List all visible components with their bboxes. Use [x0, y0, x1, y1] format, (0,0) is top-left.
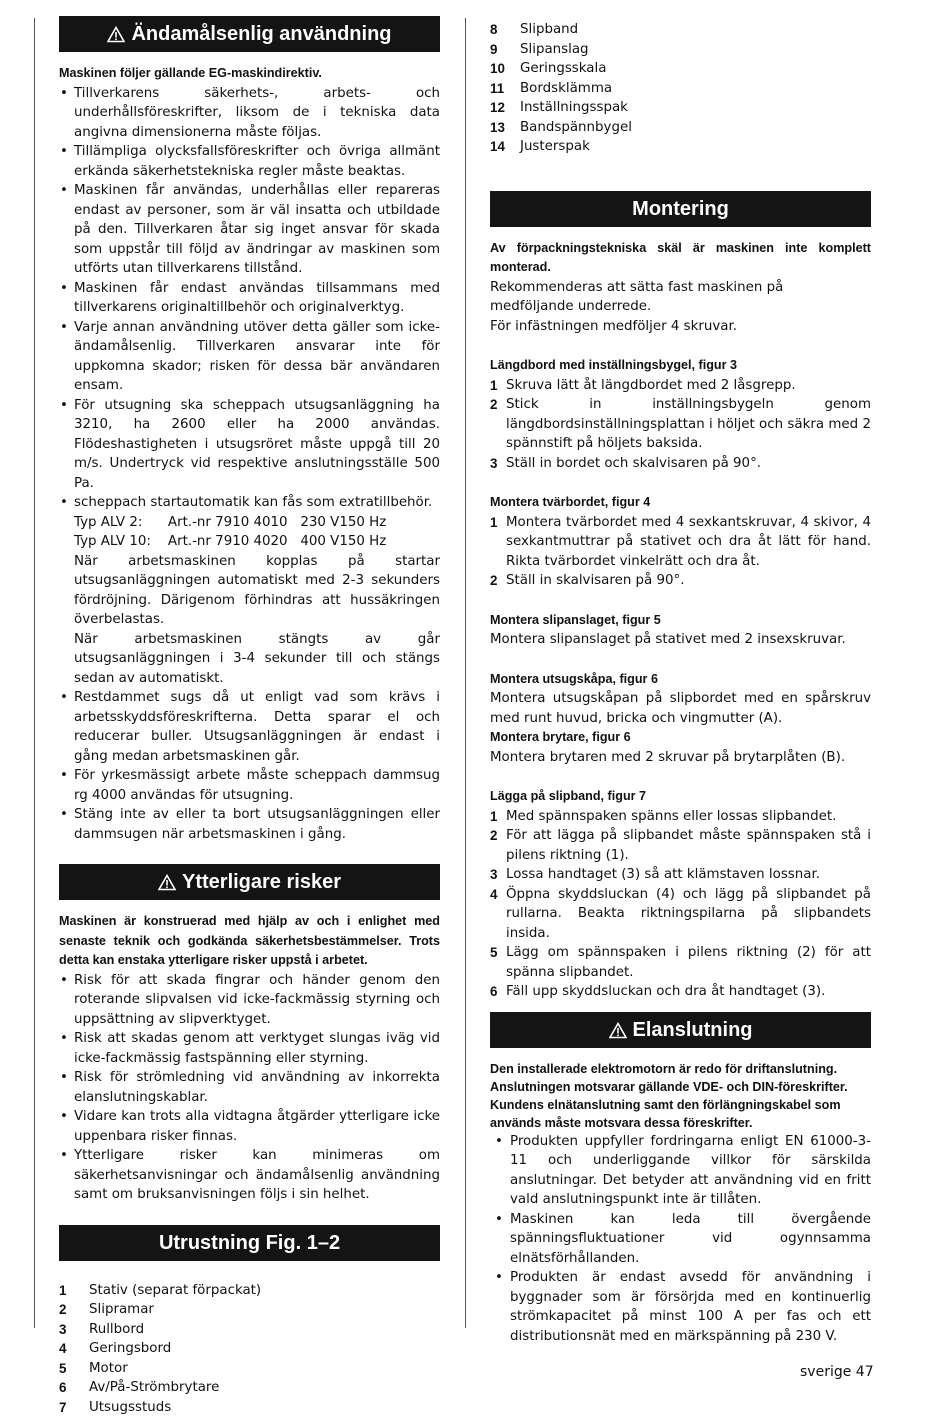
directive-statement: Maskinen följer gällande EG-maskindirektiv. [59, 64, 440, 84]
assembly-intro: Av förpackningstekniska skäl är maskinen inte komplett monterad. [490, 239, 871, 278]
list-item: 1 Stativ (separat förpackat) [59, 1281, 440, 1301]
list-item: • Tillämpliga olycksfallsföreskrifter och övriga allmänt erkända säkerhetstekniska regler måste beaktas. [59, 142, 440, 181]
subsection-title: Montera utsugskåpa, figur 6 [490, 670, 871, 690]
list-item: 3 Lossa handtaget (3) så att klämstaven lossnar. [490, 865, 871, 885]
list-item: • Tillverkarens säkerhets-, arbets- och underhållsföreskrifter, liksom de i tekniska data angivna dimensionerna måste följas. [59, 84, 440, 143]
steps-list [490, 376, 871, 474]
list-item: • Maskinen kan leda till övergående spänningsfluktuationer vid ogynnsamma elnätsförhållanden. [494, 1210, 871, 1269]
subsection-text: Montera utsugskåpan på slipbordet med en spårskruv med runt huvud, bricka och vingmutter (A). [490, 689, 871, 728]
list-item: • Maskinen får endast användas tillsammans med tillverkarens originaltillbehör och originalverktyg. [59, 279, 440, 318]
list-item: 12 Inställningsspak [490, 98, 871, 118]
list-item: 1 Med spännspaken spänns eller lossas slipbandet. [490, 807, 871, 827]
list-item: 13 Bandspännbygel [490, 118, 871, 138]
steps-list [490, 513, 871, 591]
page-footer: sverige 47 [800, 1363, 874, 1383]
section-heading-residual-risks [59, 864, 440, 900]
risk-list [59, 971, 440, 1205]
electrical-list [490, 1132, 871, 1347]
list-item: 14 Justerspak [490, 137, 871, 157]
list-item: • Ytterligare risker kan minimeras om säkerhetsanvisningar och ändamålsenlig användning samt om bruksanvisningen följs i sin helhet. [59, 1146, 440, 1205]
subsection-title: Montera slipanslaget, figur 5 [490, 611, 871, 631]
list-item: 8 Slipband [490, 20, 871, 40]
alv-text: När arbetsmaskinen kopplas på startar utsugsanläggningen automatiskt med 2-3 sekunders fördröjning. Därigenom förhindras att hussäkringen överbelastas. [74, 552, 440, 630]
equipment-list-continued [490, 20, 871, 157]
list-item: 1 Montera tvärbordet med 4 sexkantskruvar, 4 skivor, 4 sexkantmuttrar på stativet och dra åt lätt för hand. Rikta tvärbordet vinkelrätt och dra åt. [490, 513, 871, 572]
list-item: • Produkten uppfyller fordringarna enligt EN 61000-3-11 och underliggande villkor för särskilda anslutningar. Det betyder att användning vid en fritt vald anslutningspunkt inte är tillåten. [494, 1132, 871, 1210]
warning-triangle-icon [609, 1015, 627, 1051]
subsection-text: Montera brytaren med 2 skruvar på brytarplåten (B). [490, 748, 871, 768]
list-item: 1 Skruva lätt åt längdbordet med 2 låsgrepp. [490, 376, 871, 396]
subsection-text: Montera slipanslaget på stativet med 2 insexskruvar. [490, 630, 871, 650]
list-item: • Produkten är endast avsedd för användning i byggnader som är försörjda med en kontinuerlig strömkapacitet på minst 100 A per fas och ett distributionsnät med en märkspänning på 230 V. [494, 1268, 871, 1346]
list-item: • Vidare kan trots alla vidtagna åtgärder ytterligare icke uppenbara risker finnas. [59, 1107, 440, 1146]
section-heading-electrical [490, 1012, 871, 1048]
list-item: • Restdammet sugs då ut enligt vad som krävs i arbetsskyddsföreskrifterna. Detta sparar el och reducerar buller. Utsugsanläggningen är endast i gång medan arbetsmaskinen går. [59, 688, 440, 766]
warning-triangle-icon [107, 19, 125, 55]
section-heading-intended-use [59, 16, 440, 52]
list-item: • För utsugning ska scheppach utsugsanläggning ha 3210, ha 2600 eller ha 2000 användas. Flödeshastigheten i utsugsröret måste uppgå till 20 m/s. Undertryck vid respektive anslutningsställe 500 Pa. [59, 396, 440, 494]
section-heading-assembly: Montering [490, 191, 871, 227]
alv-text: När arbetsmaskinen stängts av går utsugsanläggningen i 3-4 sekunder till och stängs sedan av automatiskt. [74, 630, 440, 689]
list-item: 6 Av/På-Strömbrytare [59, 1378, 440, 1398]
list-item: • Maskinen får användas, underhållas eller repareras endast av personer, som är väl insatta och utbildade på den. Tillverkaren åtar sig inget ansvar för skada som uppstår till följd av ändringar av maskinen som utförts utan tillverkarens tillstånd. [59, 181, 440, 279]
list-item: 11 Bordsklämma [490, 79, 871, 99]
list-item: • Varje annan användning utöver detta gäller som icke-ändamålsenlig. Tillverkaren ansvarar inte för uppkomna skador; risken för dessa bär användaren ensam. [59, 318, 440, 396]
subsection-title: Montera tvärbordet, figur 4 [490, 493, 871, 513]
electrical-intro: Den installerade elektromotorn är redo för driftanslutning. Anslutningen motsvarar gällande VDE- och DIN-föreskrifter. Kundens elnätanslutning samt den förlängningskabel som används måste motsvara dessa föreskrifter. [490, 1060, 871, 1132]
assembly-text: Rekommenderas att sätta fast maskinen på medföljande underrede. [490, 278, 871, 317]
list-item: 4 Öppna skyddsluckan (4) och lägg på slipbandet på rullarna. Beakta riktningspilarna på slipbandets insida. [490, 885, 871, 944]
section-heading-equipment: Utrustning Fig. 1–2 [59, 1225, 440, 1261]
list-item: • Risk för att skada fingrar och händer genom den roterande slipvalsen vid icke-fackmässig styrning och uppsättning av slipverktyget. [59, 971, 440, 1030]
list-item: • Risk att skadas genom att verktyget slungas iväg vid icke-fackmässig fastspänning eller styrning. [59, 1029, 440, 1068]
left-column-rule [34, 18, 35, 1328]
list-item: 10 Geringsskala [490, 59, 871, 79]
heading-text: Elanslutning [633, 1019, 753, 1041]
alv-intro: • scheppach startautomatik kan fås som extratillbehör. [74, 493, 440, 513]
center-column-rule [465, 18, 466, 1328]
list-item: 7 Utsugsstuds [59, 1398, 440, 1417]
subsection-title: Montera brytare, figur 6 [490, 728, 871, 748]
alv-line: Typ ALV 2: Art.-nr 7910 4010 230 V150 Hz [74, 513, 440, 533]
list-item: 6 Fäll upp skyddsluckan och dra åt handtaget (3). [490, 982, 871, 1002]
list-item: • För yrkesmässigt arbete måste scheppach dammsug rg 4000 användas för utsugning. [59, 766, 440, 805]
risk-intro: Maskinen är konstruerad med hjälp av och i enlighet med senaste teknik och godkända säkerhetsbestämmelser. Trots detta kan enstaka ytterligare risker uppstå i arbetet. [59, 912, 440, 971]
list-item: • Risk för strömledning vid användning av inkorrekta elanslutningskablar. [59, 1068, 440, 1107]
left-column [59, 16, 440, 1417]
subsection-title: Lägga på slipband, figur 7 [490, 787, 871, 807]
right-column [490, 20, 871, 1346]
list-item: 3 Ställ in bordet och skalvisaren på 90°. [490, 454, 871, 474]
list-item: 5 Motor [59, 1359, 440, 1379]
list-item: 3 Rullbord [59, 1320, 440, 1340]
list-item: 9 Slipanslag [490, 40, 871, 60]
assembly-text: För infästningen medföljer 4 skruvar. [490, 317, 871, 337]
list-item: 2 Slipramar [59, 1300, 440, 1320]
steps-list [490, 807, 871, 1002]
usage-list [59, 84, 440, 845]
list-item: 4 Geringsbord [59, 1339, 440, 1359]
equipment-list [59, 1281, 440, 1417]
list-item [59, 493, 440, 688]
warning-triangle-icon [158, 867, 176, 903]
heading-text: Ändamålsenlig användning [131, 23, 391, 45]
list-item: 2 Stick in inställningsbygeln genom längdbordsinställningsplattan i höljet och säkra med 2 spännstift på höljets baksida. [490, 395, 871, 454]
alv-line: Typ ALV 10: Art.-nr 7910 4020 400 V150 Hz [74, 532, 440, 552]
list-item: 2 Ställ in skalvisaren på 90°. [490, 571, 871, 591]
heading-text: Ytterligare risker [182, 871, 341, 893]
list-item: • Stäng inte av eller ta bort utsugsanläggningen eller dammsugen när arbetsmaskinen i gång. [59, 805, 440, 844]
subsection-title: Längdbord med inställningsbygel, figur 3 [490, 356, 871, 376]
list-item: 5 Lägg om spännspaken i pilens riktning (2) för att spänna slipbandet. [490, 943, 871, 982]
list-item: 2 För att lägga på slipbandet måste spännspaken stå i pilens riktning (1). [490, 826, 871, 865]
